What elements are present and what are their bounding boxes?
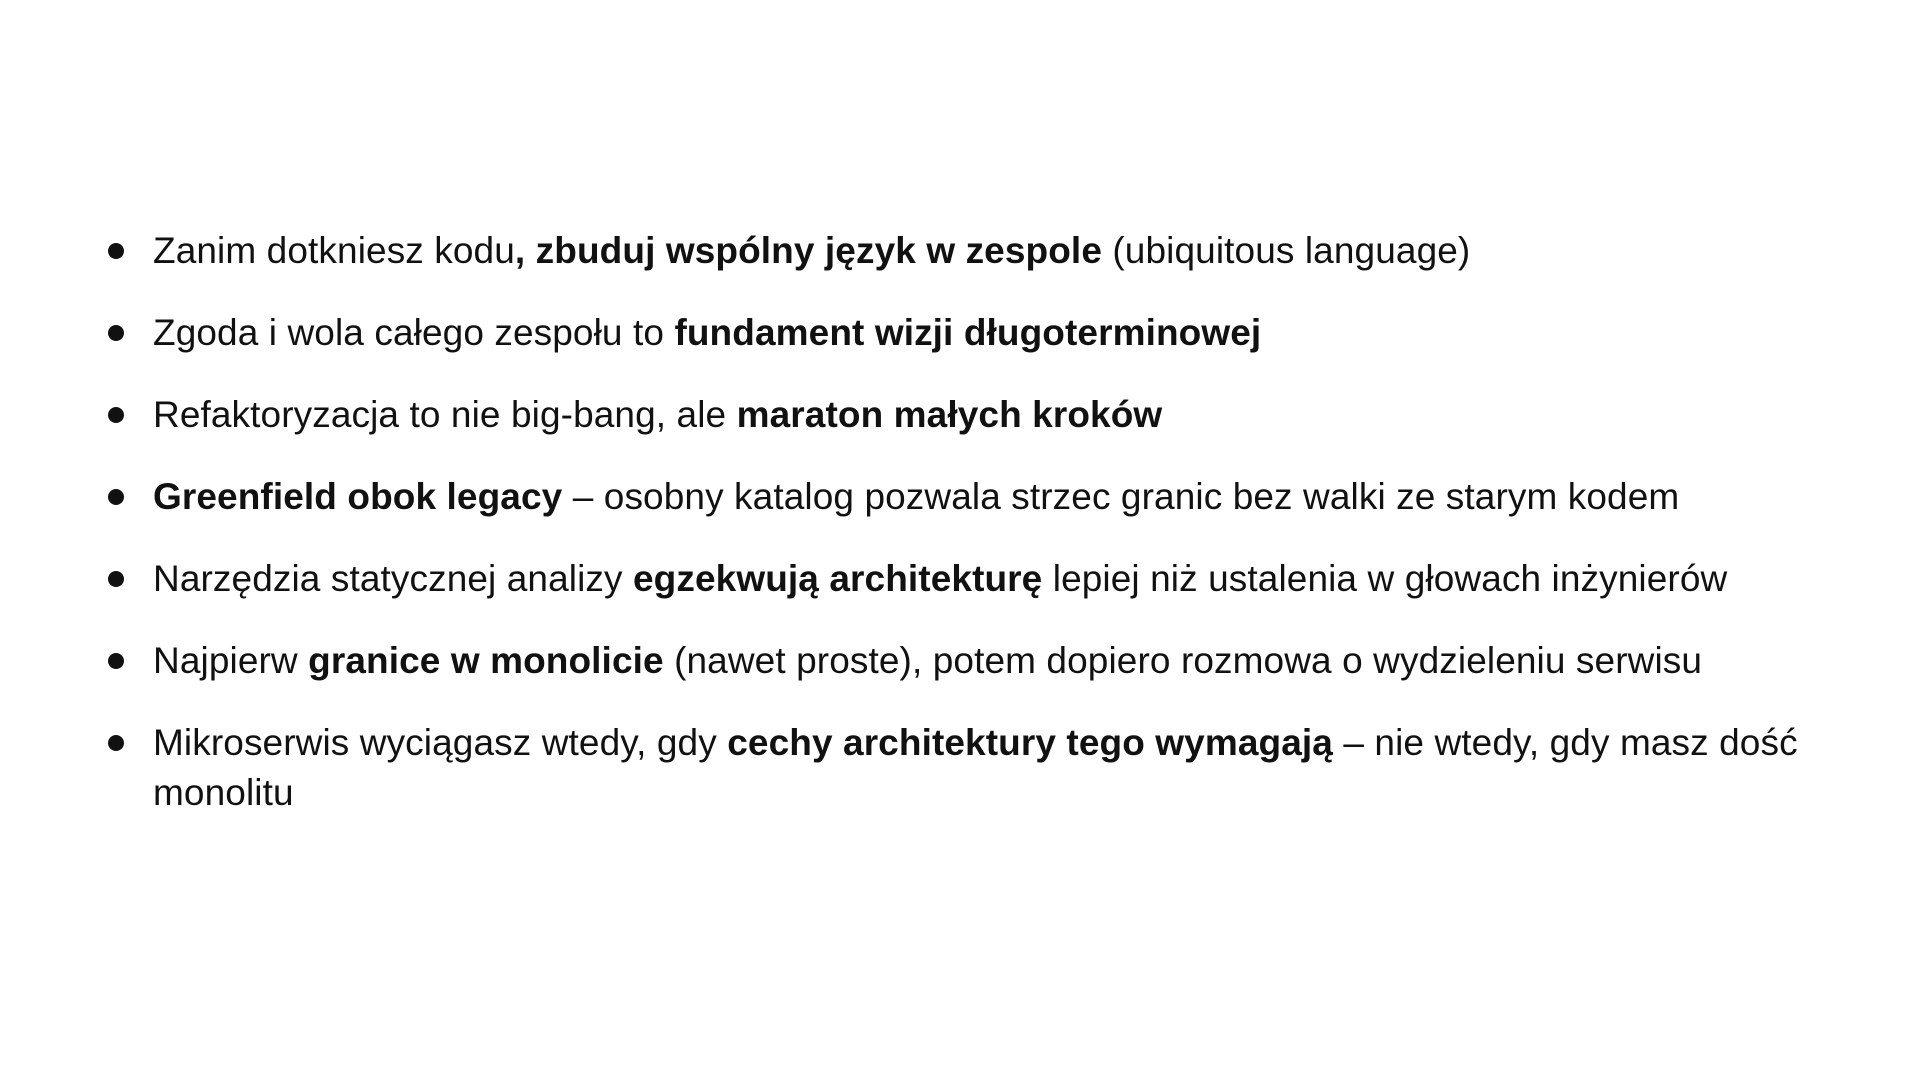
bullet-text: – osobny katalog pozwala strzec granic bez walki ze starym kodem	[562, 476, 1680, 517]
bullet-list	[108, 226, 1848, 850]
bullet-text-bold: , zbuduj wspólny język w zespole	[514, 230, 1102, 271]
bullet-text-bold: Greenfield obok legacy	[153, 476, 563, 517]
bullet-text: Refaktoryzacja to nie big-bang, ale	[153, 394, 737, 435]
bullet-item-1	[108, 226, 1848, 276]
bullet-item-3	[108, 390, 1848, 440]
bullet-text: Narzędzia statycznej analizy	[153, 558, 633, 599]
bullet-item-6	[108, 636, 1848, 686]
bullet-item-4	[108, 472, 1848, 522]
bullet-dot-icon	[108, 735, 124, 751]
bullet-dot-icon	[108, 243, 124, 259]
bullet-dot-icon	[108, 325, 124, 341]
bullet-text: lepiej niż ustalenia w głowach inżynierów	[1042, 558, 1728, 599]
bullet-dot-icon	[108, 571, 124, 587]
bullet-item-5	[108, 554, 1848, 604]
bullet-text: Mikroserwis wyciągasz wtedy, gdy	[153, 722, 728, 763]
bullet-text-bold: fundament wizji długoterminowej	[674, 312, 1262, 353]
bullet-dot-icon	[108, 653, 124, 669]
bullet-item-2	[108, 308, 1848, 358]
bullet-text: (nawet proste), potem dopiero rozmowa o wydzieleniu serwisu	[663, 640, 1703, 681]
bullet-text: (ubiquitous language)	[1102, 230, 1471, 271]
bullet-item-7	[108, 718, 1848, 818]
bullet-dot-icon	[108, 489, 124, 505]
bullet-text: Najpierw	[153, 640, 309, 681]
bullet-dot-icon	[108, 407, 124, 423]
bullet-text-bold: egzekwują architekturę	[633, 558, 1043, 599]
bullet-text: Zgoda i wola całego zespołu to	[153, 312, 675, 353]
bullet-text-bold: maraton małych kroków	[736, 394, 1163, 435]
bullet-text-bold: cechy architektury tego wymagają	[727, 722, 1333, 763]
bullet-text-bold: granice w monolicie	[308, 640, 664, 681]
bullet-text: Zanim dotkniesz kodu	[153, 230, 515, 271]
bullet-text: – nie wtedy, gdy masz dość monolitu	[153, 722, 1798, 813]
